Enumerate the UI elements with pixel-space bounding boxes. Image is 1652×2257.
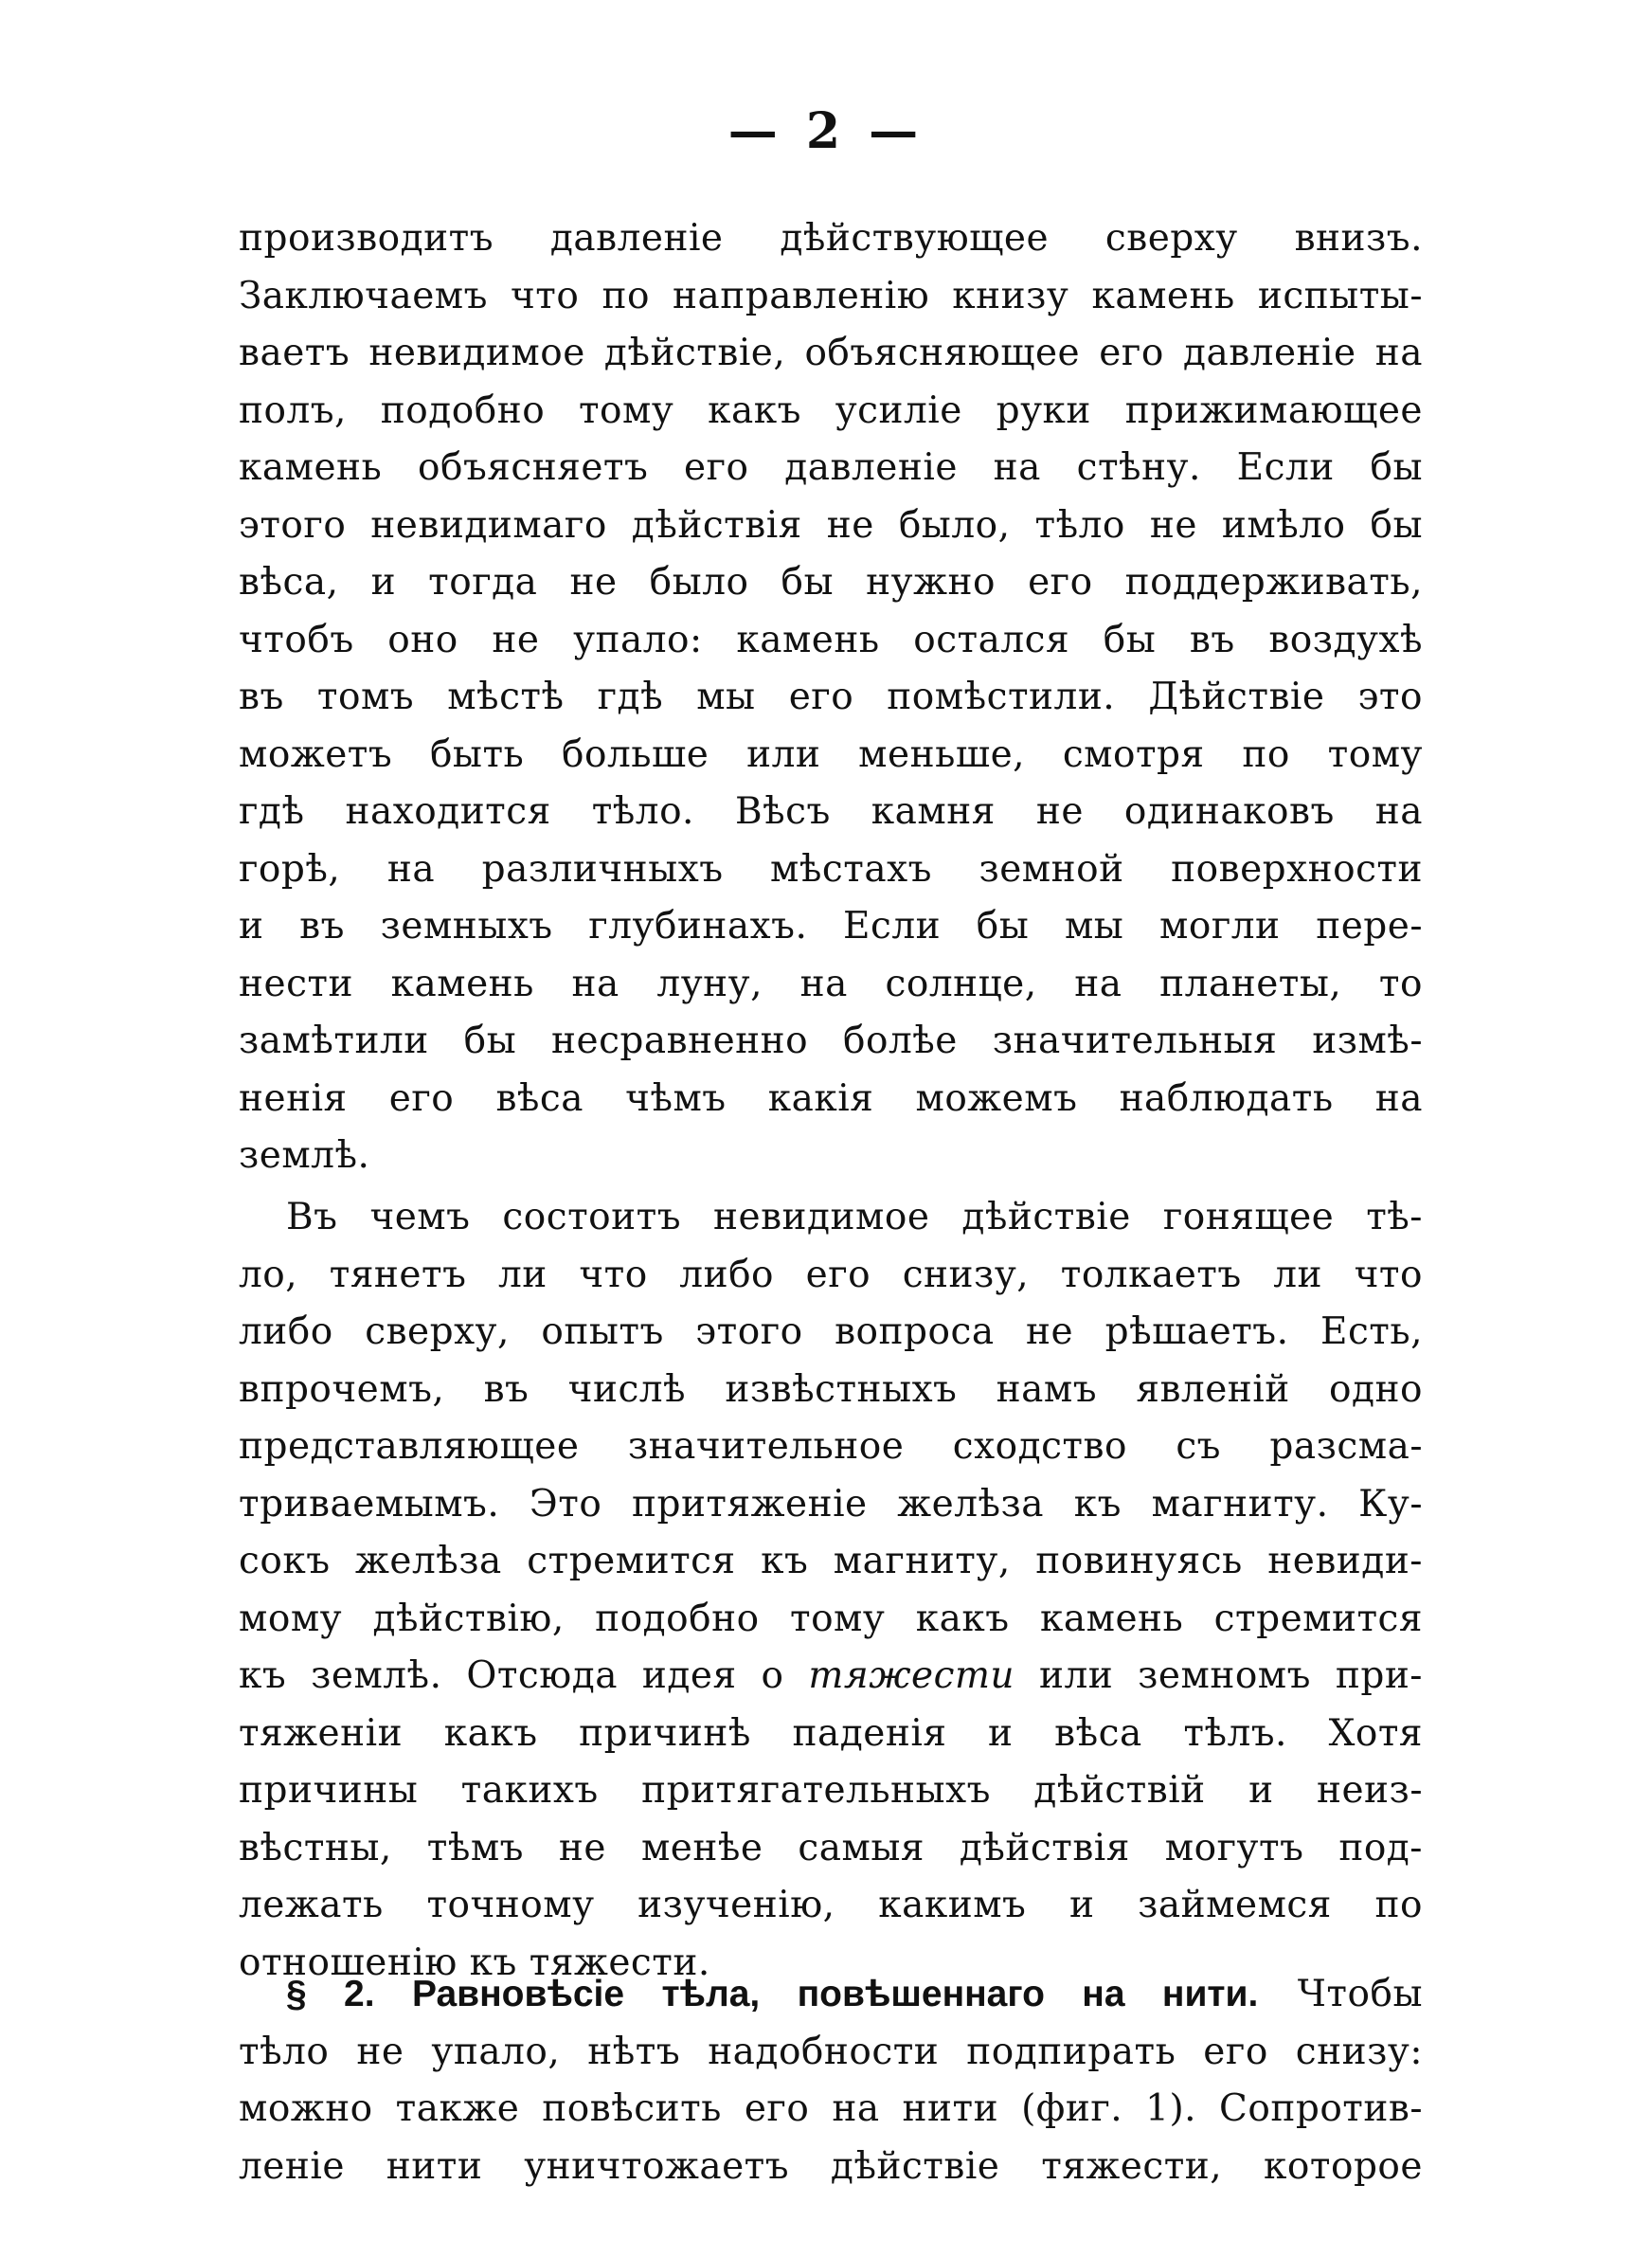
text-line: нести камень на луну, на солнце, на планеты, то xyxy=(239,962,1423,1005)
text-line: ло, тянетъ ли что либо его снизу, толкаетъ ли что xyxy=(239,1253,1423,1296)
line-text-before: къ землѣ. Отсюда идея о xyxy=(239,1654,809,1697)
line-text-after: или земномъ при- xyxy=(1015,1654,1423,1697)
text-line: мому дѣйствію, подобно тому какъ камень стремится xyxy=(239,1597,1423,1640)
text-line: отношенію къ тяжести. xyxy=(239,1941,710,1984)
italic-term-gravity: тяжести xyxy=(808,1654,1015,1697)
section-first-line-tail: Чтобы xyxy=(1258,1973,1423,2015)
text-line: Заключаемъ что по направленію книзу камень испыты- xyxy=(239,274,1423,317)
paragraph-2 xyxy=(239,1189,1423,1992)
section-heading: § 2. Равновѣсіе тѣла, повѣшеннаго на нити. xyxy=(286,1974,1259,2014)
text-line-with-italic xyxy=(239,1648,1423,1706)
text-line: триваемымъ. Это притяженіе желѣза къ магниту. Ку- xyxy=(239,1482,1423,1526)
text-line: ненія его вѣса чѣмъ какія можемъ наблюдать на xyxy=(239,1076,1423,1120)
text-line: либо сверху, опытъ этого вопроса не рѣшаетъ. Есть, xyxy=(239,1310,1423,1353)
text-line: лежать точному изученію, какимъ и займемся по xyxy=(239,1884,1423,1926)
paragraph-1 xyxy=(239,210,1423,1185)
text-line: горѣ, на различныхъ мѣстахъ земной поверхности xyxy=(239,847,1423,891)
text-line: этого невидимаго дѣйствія не было, тѣло не имѣло бы xyxy=(239,503,1423,547)
text-line: въ томъ мѣстѣ гдѣ мы его помѣстили. Дѣйствіе это xyxy=(239,676,1423,718)
text-line: представляющее значительное сходство съ разсма- xyxy=(239,1425,1423,1468)
text-line: землѣ. xyxy=(239,1134,370,1177)
section-heading-line xyxy=(239,1966,1423,2024)
text-line: тяженіи какъ причинѣ паденія и вѣса тѣлъ. Хотя xyxy=(239,1711,1423,1755)
text-line: производитъ давленіе дѣйствующее сверху внизъ. xyxy=(239,217,1423,260)
text-line: ваетъ невидимое дѣйствіе, объясняющее его давленіе на xyxy=(239,332,1423,374)
text-line: впрочемъ, въ числѣ извѣстныхъ намъ явленій одно xyxy=(239,1367,1423,1411)
text-line: можно также повѣсить его на нити (фиг. 1). Сопротив- xyxy=(239,2087,1423,2130)
text-line: можетъ быть больше или меньше, смотря по тому xyxy=(239,732,1423,776)
text-line: вѣса, и тогда не было бы нужно его поддерживать, xyxy=(239,561,1423,604)
text-line: вѣстны, тѣмъ не менѣе самыя дѣйствія могутъ под- xyxy=(239,1826,1423,1869)
text-line: и въ земныхъ глубинахъ. Если бы мы могли пере- xyxy=(239,905,1423,948)
text-line: чтобъ оно не упало: камень остался бы въ воздухѣ xyxy=(239,618,1423,661)
text-line: тѣло не упало, нѣтъ надобности подпирать его снизу: xyxy=(239,2030,1423,2073)
page-number: — 2 — xyxy=(727,102,925,160)
text-line: камень объясняетъ его давленіе на стѣну. Если бы xyxy=(239,446,1423,489)
text-line: причины такихъ притягательныхъ дѣйствій и неиз- xyxy=(239,1769,1423,1812)
text-line: полъ, подобно тому какъ усиліе руки прижимающее xyxy=(239,388,1423,432)
text-line: леніе нити уничтожаетъ дѣйствіе тяжести, которое xyxy=(239,2144,1423,2188)
text-line: гдѣ находится тѣло. Вѣсъ камня не одинаковъ на xyxy=(239,790,1423,833)
text-line: сокъ желѣза стремится къ магниту, повинуясь невиди- xyxy=(239,1540,1423,1582)
text-line: Въ чемъ состоитъ невидимое дѣйствіе гонящее тѣ- xyxy=(286,1196,1423,1238)
section-2 xyxy=(239,1966,1423,2195)
text-line: замѣтили бы несравненно болѣе значительныя измѣ- xyxy=(239,1020,1423,1062)
